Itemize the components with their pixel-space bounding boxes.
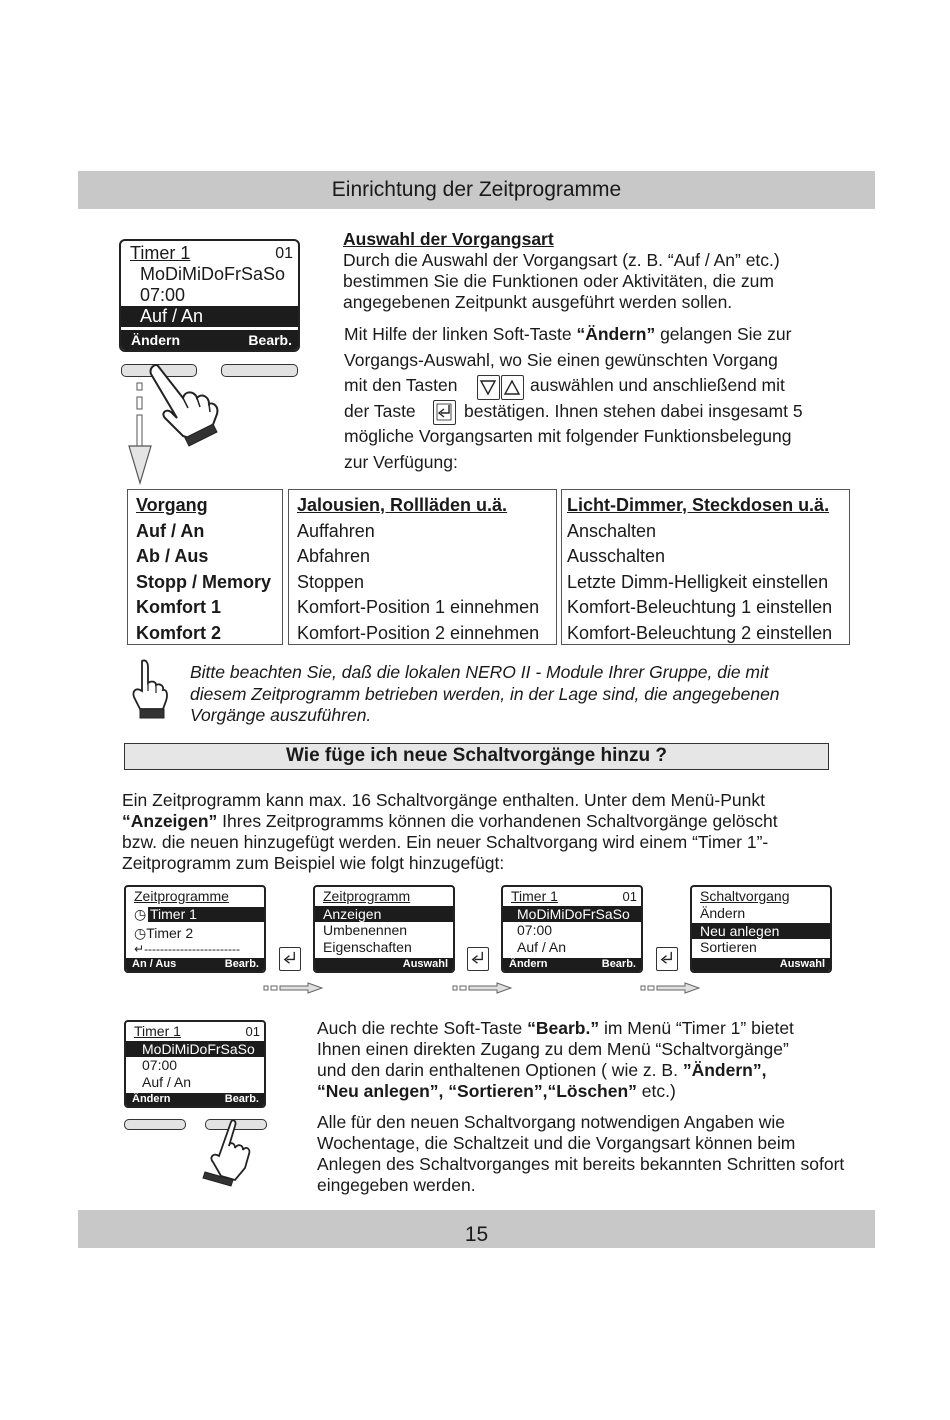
table-cell: Komfort-Position 2 einnehmen [297, 622, 540, 643]
table-cell: Komfort-Position 1 einnehmen [297, 597, 540, 617]
page-header: Einrichtung der Zeitprogramme [78, 171, 875, 209]
section1-heading: Auswahl der Vorgangsart [343, 229, 554, 249]
up-key-icon[interactable] [501, 375, 524, 400]
section3-paragraph2: Alle für den neuen Schaltvorgang notwendigen Angaben wie Wochentage, die Schaltzeit und die Vorgangsart können beim Anlegen des Schaltvorganges mit bereits bekannten Schritten sofort eingegeben werden. [317, 1112, 845, 1195]
lcd-screen-schaltvorgang: Schaltvorgang Ändern Neu anlegen Sortieren Auswahl [690, 885, 832, 973]
table-cell: Ab / Aus [136, 546, 209, 566]
down-key-icon[interactable] [477, 375, 500, 400]
display-days: MoDiMiDoFrSaSo [140, 264, 286, 284]
table-cell: Komfort-Beleuchtung 2 einstellen [567, 622, 833, 643]
table-cell: Ausschalten [567, 546, 666, 566]
table-cell: Abfahren [297, 546, 371, 566]
section2-text: Ein Zeitprogramm kann max. 16 Schaltvorgänge enthalten. Unter dem Menü-Punkt “Anzeigen” Ihres Zeitprogramms können die vorhandenen Schaltvorgänge gelöscht bzw. die neuen hinzugefügt werden. Ein neuer Schaltvorgang wird einem “Timer 1”- Zeitprogramm zum Beispiel wie folgt hinzugefügt: [122, 790, 778, 873]
clock-icon: ◷ [134, 925, 147, 941]
step-arrow-icon [639, 981, 701, 995]
note-text: Bitte beachten Sie, daß die lokalen NERO II - Module Ihrer Gruppe, die mit diesem Zeitprogramm betrieben werden, in der Lage sind, die angegebenen Vorgänge auszuführen. [190, 662, 780, 725]
display-title: Timer 1 [130, 243, 191, 263]
section1-paragraph2 [344, 322, 844, 475]
down-arrow-icon [126, 380, 154, 485]
display-time: 07:00 [140, 285, 186, 305]
enter-key-icon[interactable] [433, 400, 456, 425]
table-cell: Stoppen [297, 571, 365, 592]
section1-intro: Durch die Auswahl der Vorgangsart (z. B. “Auf / An” etc.) bestimmen Sie die Funktionen oder Aktivitäten, die zum angegebenen Zeitpunkt ausgeführt werden sollen. [343, 250, 780, 312]
table-cell: Auffahren [297, 520, 375, 541]
enter-key-icon[interactable] [467, 947, 489, 971]
table-cell: Letzte Dimm-Helligkeit einstellen [567, 571, 829, 592]
table-cell: Komfort 1 [136, 597, 221, 617]
p2-line2: Vorgangs-Auswahl, wo Sie einen gewünschten Vorgang [344, 349, 778, 370]
p2-line4: der Taste bestätigen. Ihnen stehen dabei insgesamt 5 [344, 400, 803, 421]
p2-line1: Mit Hilfe der linken Soft-Taste “Ändern” gelangen Sie zur [344, 324, 792, 344]
lcd-screen-zeitprogramm: Zeitprogramm Anzeigen Umbenennen Eigenschaften Auswahl [313, 885, 455, 973]
softkey-right-label: Bearb. [248, 332, 292, 348]
table-cell: Auf / An [136, 520, 205, 541]
table-cell: Stopp / Memory [136, 571, 272, 592]
lcd-screen-zeitprogramme: Zeitprogramme ◷ Timer 1 ◷Timer 2 ↵------------------------ An / Aus Bearb. [124, 885, 266, 973]
p2-line5: mögliche Vorgangsarten mit folgender Funktionsbelegung [344, 426, 792, 446]
enter-key-icon[interactable] [656, 947, 678, 971]
p2-line6: zur Verfügung: [344, 451, 458, 472]
clock-icon: ◷ [134, 906, 147, 922]
table-col-vorgang: Vorgang Auf / An Ab / Aus Stopp / Memory Komfort 1 Komfort 2 [127, 489, 283, 645]
return-icon: ↵ [134, 942, 145, 956]
hand-note-icon [128, 657, 170, 721]
left-soft-key[interactable] [124, 1119, 186, 1130]
lcd-screen-timer1: Timer 1 01 MoDiMiDoFrSaSo 07:00 Auf / An Ändern Bearb. [501, 885, 643, 973]
enter-key-icon[interactable] [279, 947, 301, 971]
pointing-hand-icon [195, 1120, 255, 1188]
p2-line3: mit den Tasten auswählen und anschließend mit [344, 375, 785, 395]
section1-text [343, 229, 843, 313]
table-cell: Anschalten [567, 520, 657, 541]
display-number: 01 [275, 245, 293, 262]
display-action: Auf / An [121, 306, 298, 327]
lcd-display-timer [119, 239, 300, 352]
lcd-screen-timer1-bottom: Timer 1 01 MoDiMiDoFrSaSo 07:00 Auf / An Ändern Bearb. [124, 1020, 266, 1108]
display-softkey-bar [121, 330, 298, 350]
table-cell: Komfort-Beleuchtung 1 einstellen [567, 597, 833, 617]
page-number: 15 [78, 1210, 875, 1248]
table-col-licht: Licht-Dimmer, Steckdosen u.ä. Anschalten Ausschalten Letzte Dimm-Helligkeit einstellen Komfort-Beleuchtung 1 einstellen Komfort-Beleuchtung 2 einstellen [561, 489, 850, 645]
table-cell: Komfort 2 [136, 622, 221, 643]
step-arrow-icon [451, 981, 513, 995]
table-col-jalousien: Jalousien, Rollläden u.ä. Auffahren Abfahren Stoppen Komfort-Position 1 einnehmen Komfort-Position 2 einnehmen [288, 489, 557, 645]
right-soft-key[interactable] [221, 364, 298, 377]
section3-text: Auch die rechte Soft-Taste “Bearb.” im Menü “Timer 1” bietet Ihnen einen direkten Zugang zu dem Menü “Schaltvorgänge” und den darin enthaltenen Optionen ( wie z. B. ”Ändern”, “Neu anlegen”, “Sortieren”,“Löschen” etc.) Alle für den neuen Schaltvorgang notwendigen Angaben wie Wochentage, die Schaltzeit und die Vorgangsart können beim Anlegen des Schaltvorganges mit bereits bekannten Schritten sofort eingegeben werden. [317, 1018, 857, 1196]
section2-heading: Wie füge ich neue Schaltvorgänge hinzu ? [124, 743, 829, 770]
step-arrow-icon [262, 981, 324, 995]
softkey-left-label: Ändern [131, 332, 180, 348]
